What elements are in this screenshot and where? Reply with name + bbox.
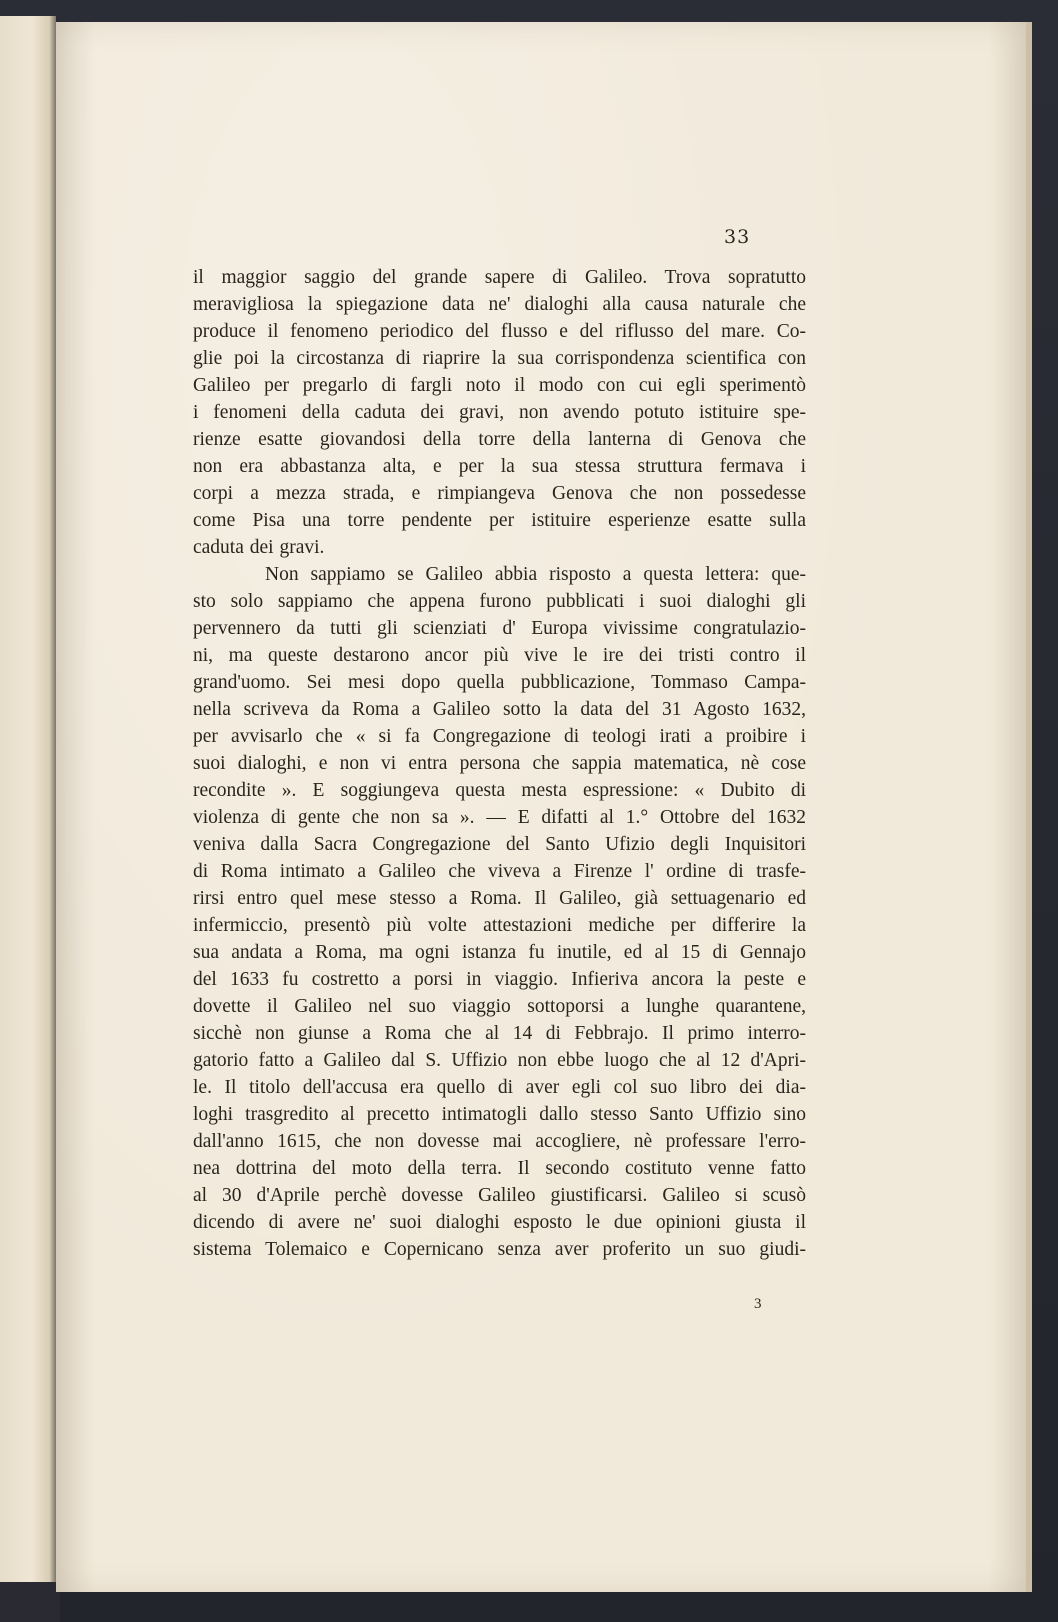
book-spine-corner xyxy=(0,1582,60,1622)
text-line: sto solo sappiamo che appena furono pubblicati i suoi dialoghi gli xyxy=(193,591,806,612)
text-line: violenza di gente che non sa ». — E difatti al 1.° Ottobre del 1632 xyxy=(193,807,806,828)
text-line: sua andata a Roma, ma ogni istanza fu inutile, ed al 15 di Gennajo xyxy=(193,942,806,963)
text-line: sistema Tolemaico e Copernicano senza aver proferito un suo giudi- xyxy=(193,1239,806,1260)
text-line: infermiccio, presentò più volte attestazioni mediche per differire la xyxy=(193,915,806,936)
text-line: meravigliosa la spiegazione data ne' dialoghi alla causa naturale che xyxy=(193,294,806,315)
text-line: dovette il Galileo nel suo viaggio sottoporsi a lunghe quarantene, xyxy=(193,996,806,1017)
text-line: le. Il titolo dell'accusa era quello di aver egli col suo libro dei dia- xyxy=(193,1077,806,1098)
text-line: ni, ma queste destarono ancor più vive le ire dei tristi contro il xyxy=(193,645,806,666)
text-line: il maggior saggio del grande sapere di Galileo. Trova sopratutto xyxy=(193,267,806,288)
text-line: veniva dalla Sacra Congregazione del Santo Ufizio degli Inquisitori xyxy=(193,834,806,855)
text-line: loghi trasgredito al precetto intimatogli dallo stesso Santo Uffizio sino xyxy=(193,1104,806,1125)
text-line: i fenomeni della caduta dei gravi, non avendo potuto istituire spe- xyxy=(193,402,806,423)
page-number: 33 xyxy=(724,226,751,248)
signature-mark: 3 xyxy=(754,1296,762,1312)
text-line: grand'uomo. Sei mesi dopo quella pubblicazione, Tommaso Campa- xyxy=(193,672,806,693)
text-line: recondite ». E soggiungeva questa mesta espressione: « Dubito di xyxy=(193,780,806,801)
text-line: sicchè non giunse a Roma che al 14 di Febbrajo. Il primo interro- xyxy=(193,1023,806,1044)
text-line: al 30 d'Aprile perchè dovesse Galileo giustificarsi. Galileo si scusò xyxy=(193,1185,806,1206)
text-line: di Roma intimato a Galileo che viveva a Firenze l' ordine di trasfe- xyxy=(193,861,806,882)
text-line: rienze esatte giovandosi della torre della lanterna di Genova che xyxy=(193,429,806,450)
text-line: pervennero da tutti gli scienziati d' Europa vivissime congratulazio- xyxy=(193,618,806,639)
text-line: corpi a mezza strada, e rimpiangeva Genova che non possedesse xyxy=(193,483,806,504)
text-line: gatorio fatto a Galileo dal S. Uffizio non ebbe luogo che al 12 d'Apri- xyxy=(193,1050,806,1071)
text-line: produce il fenomeno periodico del flusso e del riflusso del mare. Co- xyxy=(193,321,806,342)
text-line: nella scriveva da Roma a Galileo sotto la data del 31 Agosto 1632, xyxy=(193,699,806,720)
text-line: nea dottrina del moto della terra. Il secondo costituto venne fatto xyxy=(193,1158,806,1179)
text-line: del 1633 fu costretto a porsi in viaggio. Infieriva ancora la peste e xyxy=(193,969,806,990)
text-line: non era abbastanza alta, e per la sua stessa struttura fermava i xyxy=(193,456,806,477)
text-line: rirsi entro quel mese stesso a Roma. Il Galileo, già settuagenario ed xyxy=(193,888,806,909)
text-line: suoi dialoghi, e non vi entra persona che sappia matematica, nè cose xyxy=(193,753,806,774)
facing-page-edge xyxy=(0,16,56,1582)
text-line: come Pisa una torre pendente per istituire esperienze esatte sulla xyxy=(193,510,806,531)
text-line: Galileo per pregarlo di fargli noto il modo con cui egli sperimentò xyxy=(193,375,806,396)
paragraph-end-line: caduta dei gravi. xyxy=(193,537,325,558)
text-line: per avvisarlo che « si fa Congregazione di teologi irati a proibire i xyxy=(193,726,806,747)
page-fore-edge xyxy=(1026,22,1032,1592)
text-line: dicendo di avere ne' suoi dialoghi esposto le due opinioni giusta il xyxy=(193,1212,806,1233)
text-line: dall'anno 1615, che non dovesse mai accogliere, nè professare l'erro- xyxy=(193,1131,806,1152)
text-line: glie poi la circostanza di riaprire la sua corrispondenza scientifica con xyxy=(193,348,806,369)
paragraph-start-line: Non sappiamo se Galileo abbia risposto a questa lettera: que- xyxy=(265,564,806,585)
body-text xyxy=(193,264,806,1263)
